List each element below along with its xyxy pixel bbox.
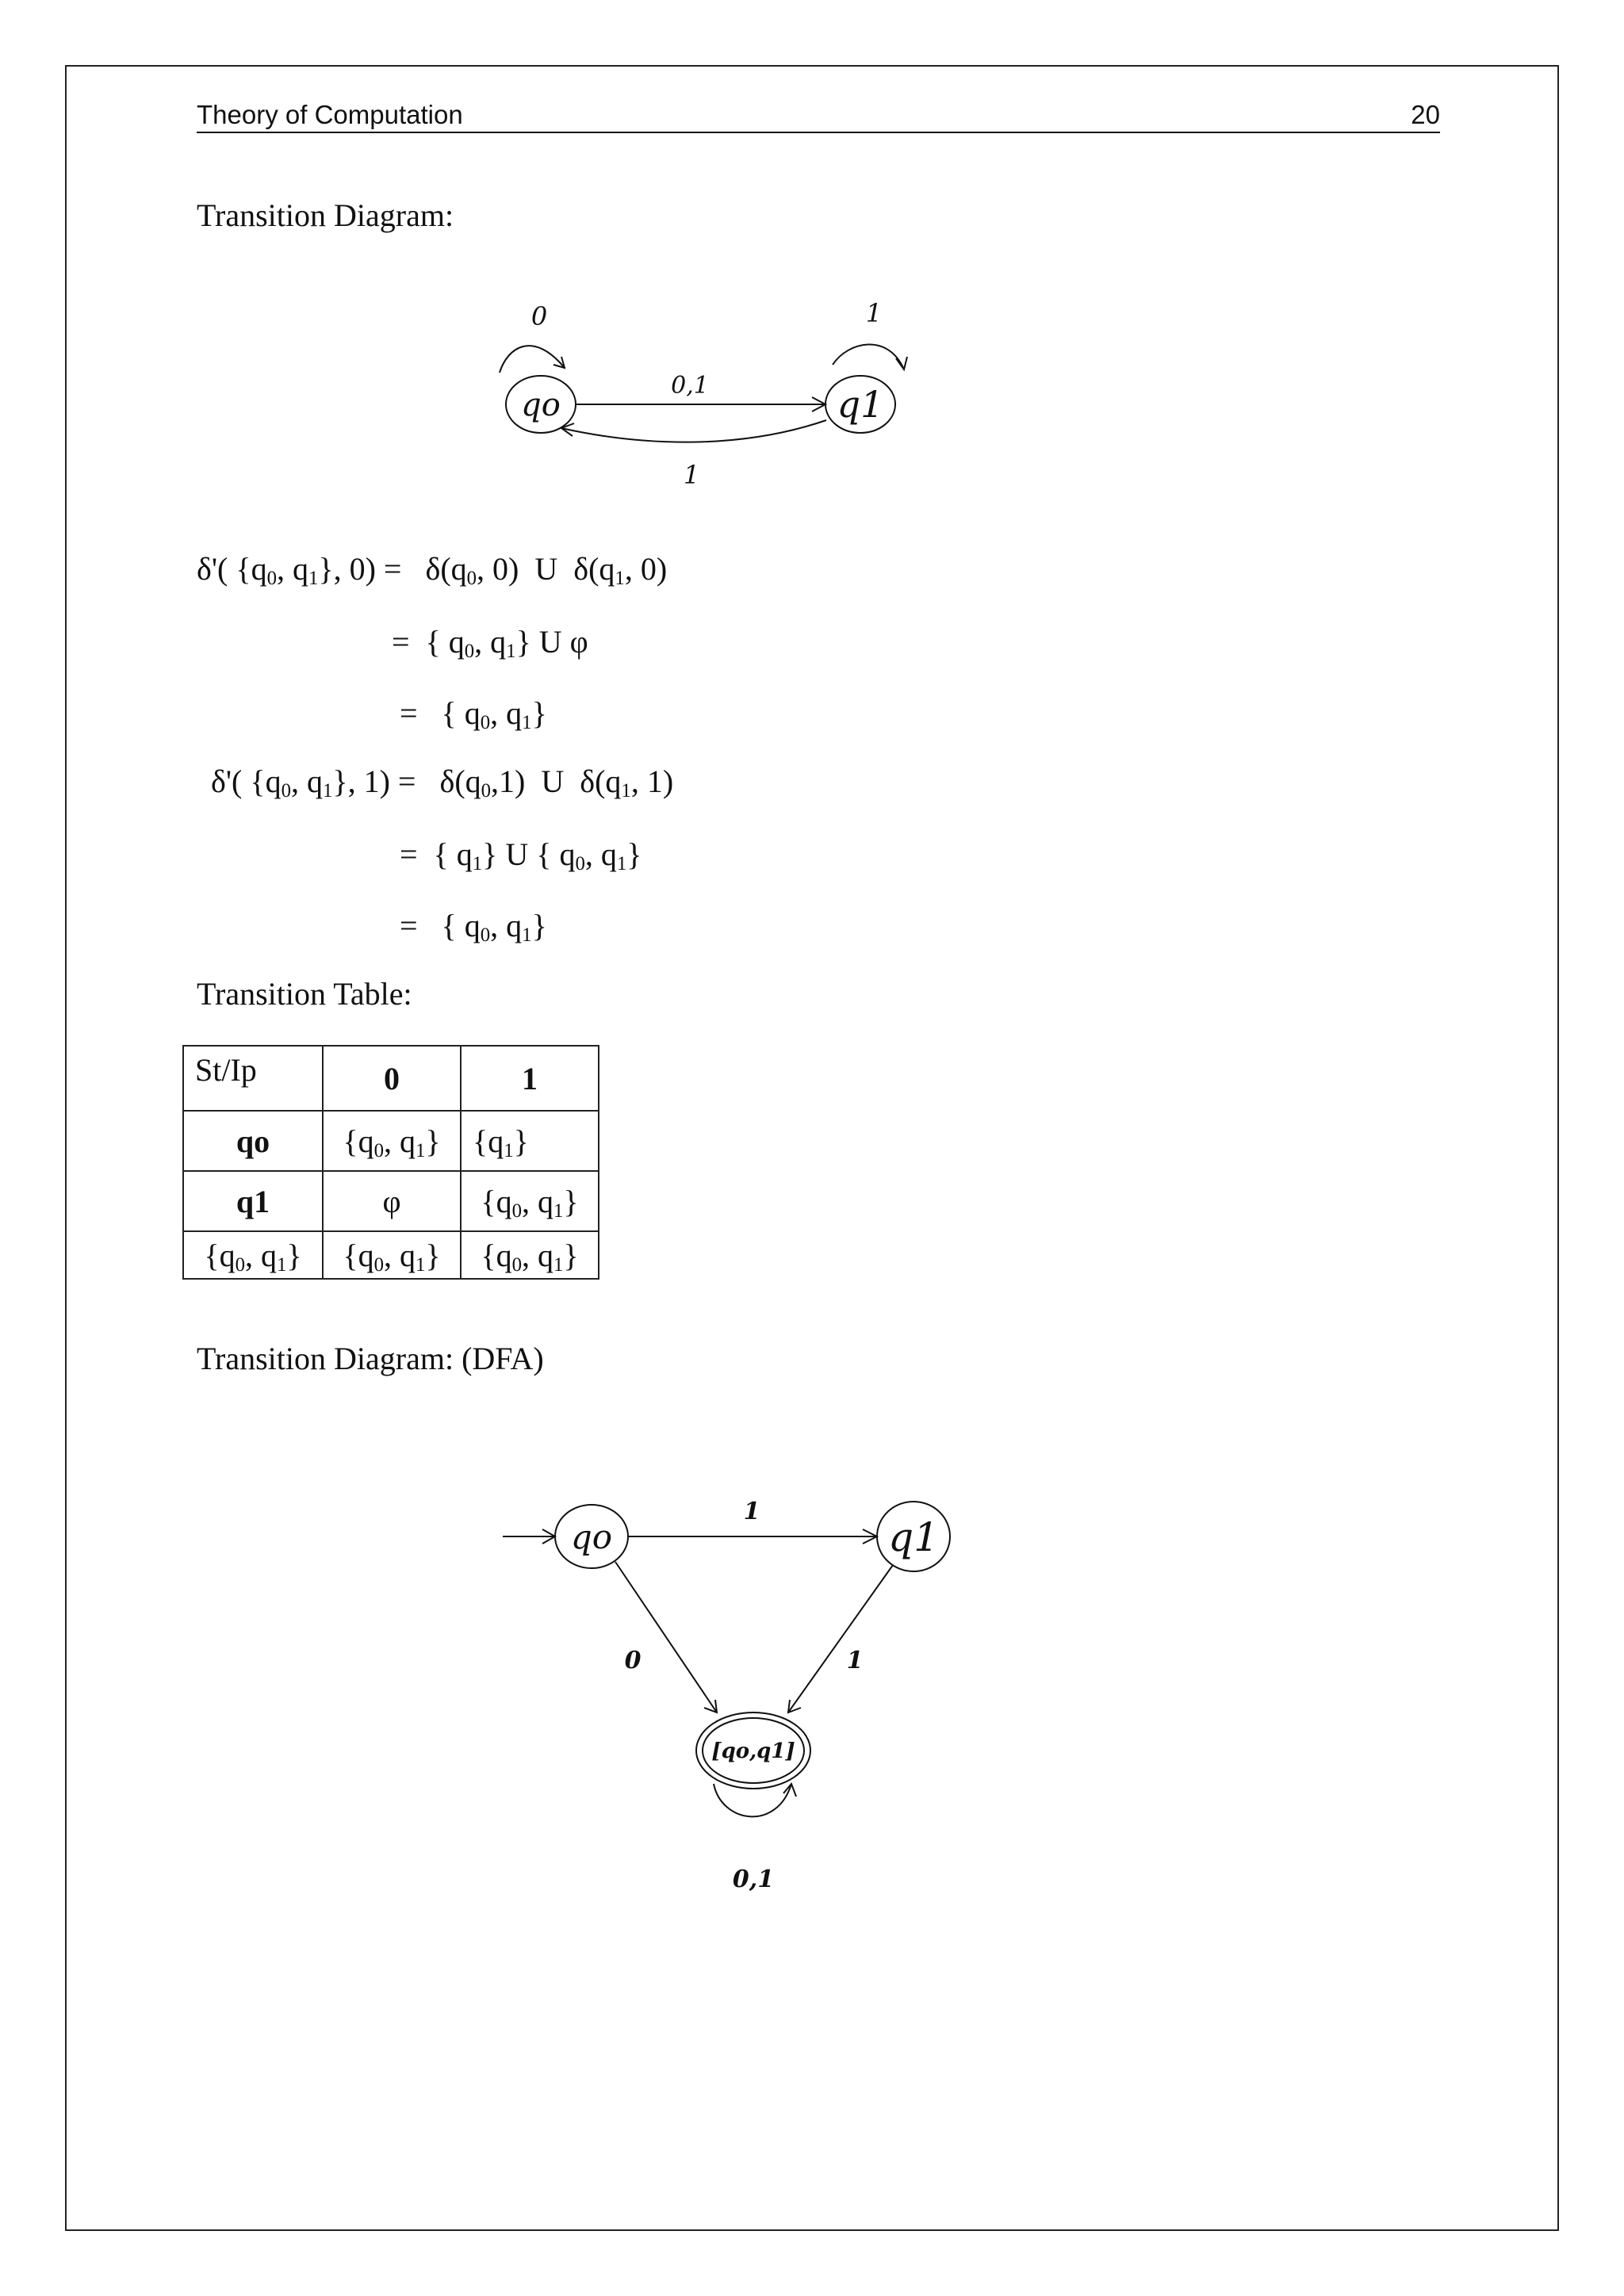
- table-cell: φ: [323, 1171, 461, 1231]
- transition-table-heading: Transition Table:: [197, 976, 412, 1012]
- table-cell-state: {$q_0$, $q_1$}: [183, 1231, 323, 1279]
- dfa-diagram-heading: Transition Diagram: (DFA): [197, 1341, 544, 1376]
- nfa-edge-label-q1-loop: 1: [865, 298, 883, 328]
- nfa-edge-label-q1-qo: 1: [683, 460, 700, 490]
- dfa-edge-label-q1-qoq1: 1: [846, 1647, 864, 1674]
- equation-line-4: δ'( {$q_0$, $q_1$}, $1) = \delta(q_0,1)$ U $\delta(q_1$, 1): [211, 763, 674, 802]
- dfa-state-label-q1: q1: [888, 1514, 939, 1560]
- equation-line-1: δ'( {$q_0$, $q_1$}, $0) = \delta(q_0$, 0) U $\delta(q_1$, 0): [197, 551, 668, 590]
- table-row: [183, 1111, 599, 1171]
- nfa-edge-q1-loop: [833, 344, 904, 369]
- equation-line-3: = { $q_0$, $q_1$}: [400, 695, 547, 734]
- nfa-edge-label-qo-loop: 0: [530, 301, 548, 331]
- nfa-diagram-heading: Transition Diagram:: [197, 197, 454, 233]
- dfa-edge-label-qoq1-loop: 0,1: [732, 1866, 775, 1893]
- table-header-cell: St/Ip: [183, 1046, 323, 1111]
- transition-table: [182, 1045, 599, 1280]
- header-title: Theory of Computation: [197, 100, 463, 129]
- dfa-state-label-qo: qo: [570, 1517, 613, 1556]
- nfa-transition-diagram: [476, 285, 920, 499]
- dfa-edge-q1-qoq1: [788, 1565, 893, 1712]
- table-row: [183, 1171, 599, 1231]
- table-cell: {$q_0$, $q_1$}: [461, 1171, 599, 1231]
- table-row: [183, 1231, 599, 1279]
- dfa-edge-label-qo-q1: 1: [743, 1498, 760, 1525]
- page-number: 20: [1411, 100, 1440, 129]
- equation-line-5: = { $q_1$} U { $q_0$, $q_1$}: [400, 836, 642, 875]
- table-cell-state: qo: [183, 1111, 323, 1171]
- table-header-row: [183, 1046, 599, 1111]
- nfa-edge-label-qo-q1: 0,1: [671, 372, 709, 400]
- nfa-state-label-qo: qo: [521, 387, 561, 423]
- nfa-edge-q1-qo: [561, 420, 826, 442]
- dfa-transition-diagram: [476, 1475, 999, 1919]
- equation-line-6: = { $q_0$, $q_1$}: [400, 908, 547, 947]
- nfa-state-label-q1: q1: [837, 383, 884, 426]
- table-cell: {$q_0$, $q_1$}: [461, 1231, 599, 1279]
- dfa-edge-label-qo-qoq1: 0: [624, 1647, 642, 1674]
- running-header: [197, 98, 1440, 133]
- table-header-cell: 0: [323, 1046, 461, 1111]
- dfa-state-label-qo-q1: [qo,q1]: [711, 1739, 795, 1763]
- table-cell: {$q_0$, $q_1$}: [323, 1111, 461, 1171]
- nfa-edge-qo-loop: [500, 346, 565, 373]
- table-cell: {$q_0$, $q_1$}: [323, 1231, 461, 1279]
- table-cell-state: q1: [183, 1171, 323, 1231]
- dfa-edge-qo-qoq1: [615, 1562, 717, 1712]
- equation-line-2: = { $q_0$, $q_1$} U φ: [392, 624, 588, 663]
- table-cell: $\{q_1\}$: [461, 1111, 599, 1171]
- table-header-cell: 1: [461, 1046, 599, 1111]
